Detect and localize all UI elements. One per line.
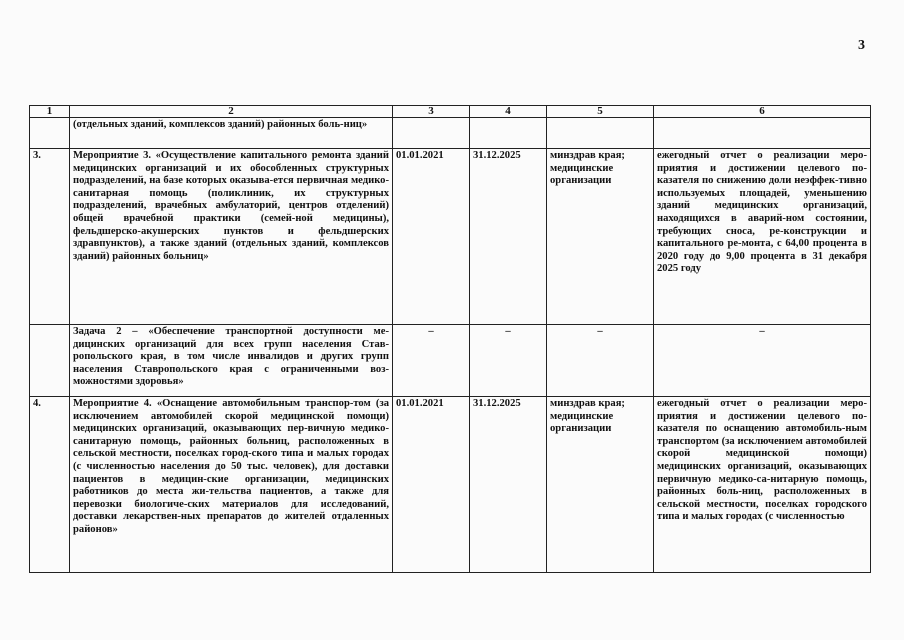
measure-text: Мероприятие 3. «Осуществление капитального ремонта зданий медицинских организаций и их обособленных структурных подразделений, на базе которых оказыва-ется первичная медико-санитарная помощь (поликлиник, их структурных подразделений, врачебных амбулаторий, центров отделений) общей врачебной практики (семей-ной медицины), фельдшерско-акушерских пунктов и фельдшерских здравпунктов), а также зданий (отдельных зданий, комплексов зданий) районных больниц» [70, 149, 393, 325]
executor: минздрав края; медицинские организации [547, 397, 654, 573]
start-date: – [393, 325, 470, 397]
measure-text: Мероприятие 4. «Оснащение автомобильным транспор-том (за исключением автомобилей скорой медицинской помощи) медицинских организаций, оказывающих пер-вичную медико-санитарную помощь, районных больниц, расположенных в сельской местности, поселках город-ского типа и малых городах (с численностью населения до 50 тыс. человек), для доставки пациентов в медицин-ские организации, медицинских работников до места жи-тельства пациентов, а также для перевозки биологиче-ских материалов для исследований, доставки лекарствен-ных препаратов до жителей отдаленных районов» [70, 397, 393, 573]
header-cell: 5 [547, 106, 654, 118]
end-date: – [470, 325, 547, 397]
table-header-row [30, 106, 871, 118]
header-cell: 2 [70, 106, 393, 118]
executor: – [547, 325, 654, 397]
header-cell: 3 [393, 106, 470, 118]
result [654, 118, 871, 149]
start-date [393, 118, 470, 149]
result: ежегодный отчет о реализации меро-приятия и достижении целевого по-казателя по снижению доли неэффек-тивно используемых площадей, уменьшению зданий медицинских организаций, находящихся в аварий-ном состоянии, требующих сноса, ре-конструкции и капитального ре-монта, с 64,00 процента в 2020 году до 9,00 процента в 31 декабря 2025 году [654, 149, 871, 325]
measure-text: (отдельных зданий, комплексов зданий) районных боль-ниц» [70, 118, 393, 149]
start-date: 01.01.2021 [393, 149, 470, 325]
table-row [30, 397, 871, 573]
row-number [30, 118, 70, 149]
table-row [30, 325, 871, 397]
task-text: Задача 2 – «Обеспечение транспортной доступности ме-дицинских организаций для всех групп населения Став-ропольского края, в том числе инвалидов и других групп населения Ставропольского края с ограниченными воз-можностями здоровья» [70, 325, 393, 397]
end-date [470, 118, 547, 149]
plan-table [29, 105, 871, 573]
end-date: 31.12.2025 [470, 397, 547, 573]
executor [547, 118, 654, 149]
result: – [654, 325, 871, 397]
table-row [30, 149, 871, 325]
table-row [30, 118, 871, 149]
page-number: 3 [858, 38, 865, 53]
header-cell: 6 [654, 106, 871, 118]
row-number: 4. [30, 397, 70, 573]
row-number: 3. [30, 149, 70, 325]
header-cell: 1 [30, 106, 70, 118]
result: ежегодный отчет о реализации меро-приятия и достижении целевого по-казателя по оснащению автомобиль-ным транспортом (за исключением автомобилей скорой медицинской помощи) медицинских организаций, оказывающих первичную медико-са-нитарную помощь, районных боль-ниц, расположенных в сельской местности, поселках городского типа и малых городах (с численностью [654, 397, 871, 573]
executor: минздрав края; медицинские организации [547, 149, 654, 325]
header-cell: 4 [470, 106, 547, 118]
row-number [30, 325, 70, 397]
end-date: 31.12.2025 [470, 149, 547, 325]
start-date: 01.01.2021 [393, 397, 470, 573]
